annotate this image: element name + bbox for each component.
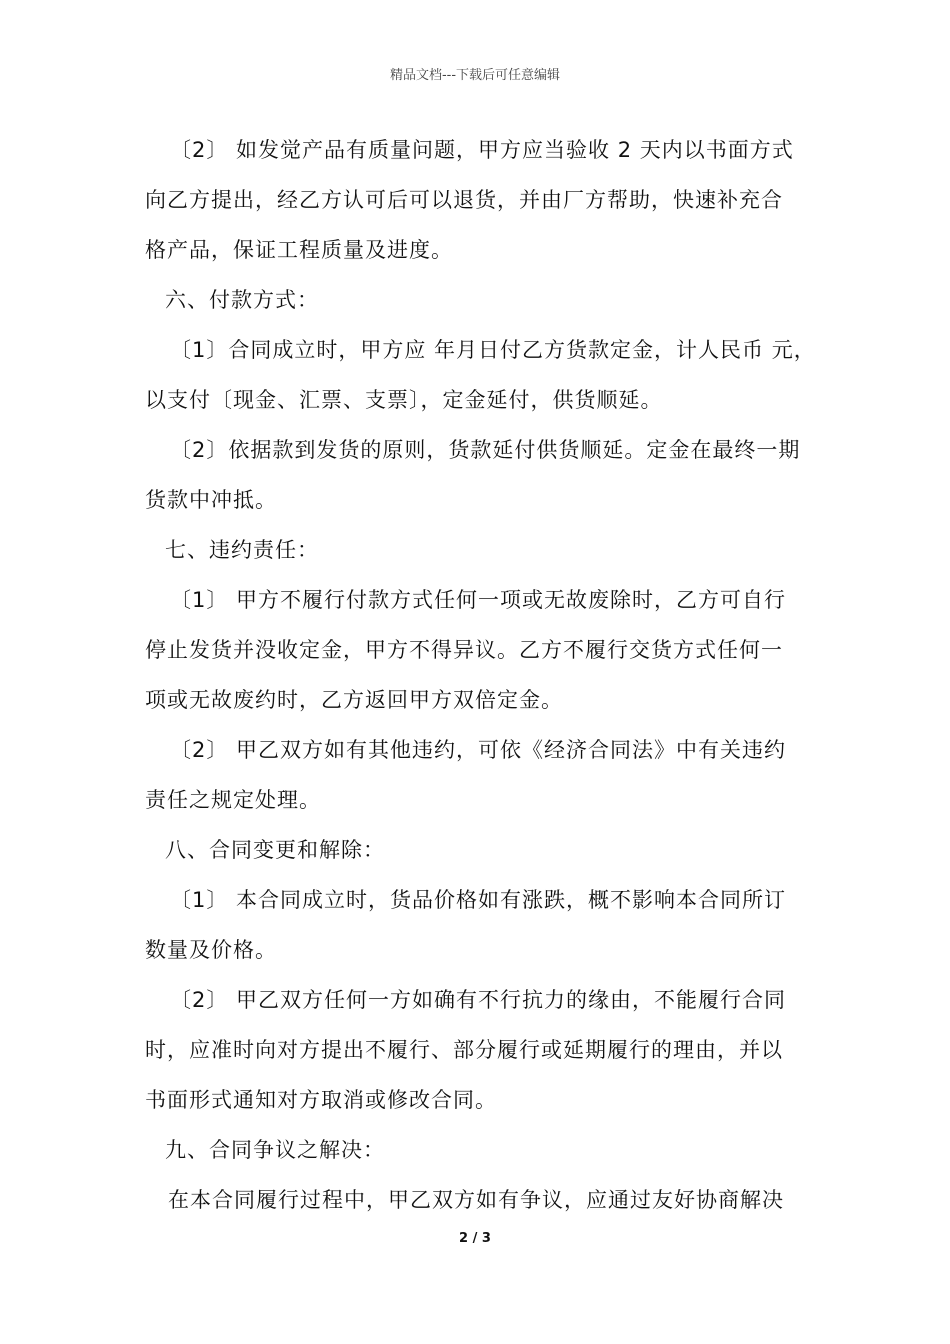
body-line: 数量及价格。 (145, 938, 277, 962)
body-line: 格产品，保证工程质量及进度。 (145, 238, 453, 262)
body-line: 责任之规定处理。 (145, 788, 321, 812)
body-line: 〔2〕 甲乙双方任何一方如确有不行抗力的缘由，不能履行合同 (170, 988, 787, 1012)
body-line: 时，应准时向对方提出不履行、部分履行或延期履行的理由，并以 (145, 1038, 783, 1062)
body-line: 项或无故废约时，乙方返回甲方双倍定金。 (145, 688, 563, 712)
page-number: 2 / 3 (459, 1231, 491, 1246)
body-line: 书面形式通知对方取消或修改合同。 (145, 1088, 497, 1112)
body-line: 货款中冲抵。 (145, 488, 277, 512)
body-line: 在本合同履行过程中，甲乙双方如有争议，应通过友好协商解决 (168, 1188, 784, 1212)
page-header: 精品文档---下载后可任意编辑 (389, 68, 561, 83)
section-heading: 七、违约责任： (165, 538, 319, 562)
body-line: 停止发货并没收定金，甲方不得异议。乙方不履行交货方式任何一 (145, 638, 783, 662)
body-line: 以支付〔现金、汇票、支票〕，定金延付，供货顺延。 (145, 388, 663, 412)
body-line: 〔1〕 甲方不履行付款方式任何一项或无故废除时，乙方可自行 (170, 588, 787, 612)
body-line: 〔1〕 本合同成立时，货品价格如有涨跌，概不影响本合同所订 (170, 888, 787, 912)
body-line: 〔2〕 如发觉产品有质量问题，甲方应当验收 2 天内以书面方式 (170, 138, 794, 162)
body-line: 〔1〕合同成立时，甲方应 年月日付乙方货款定金，计人民币 元， (170, 338, 816, 362)
body-line: 〔2〕 甲乙双方如有其他违约，可依《经济合同法》中有关违约 (170, 738, 787, 762)
section-heading: 六、付款方式： (165, 288, 319, 312)
body-line: 〔2〕依据款到发货的原则，货款延付供货顺延。定金在最终一期 (170, 438, 801, 462)
section-heading: 九、合同争议之解决： (165, 1138, 385, 1162)
section-heading: 八、合同变更和解除： (165, 838, 385, 862)
body-line: 向乙方提出，经乙方认可后可以退货，并由厂方帮助，快速补充合 (145, 188, 783, 212)
